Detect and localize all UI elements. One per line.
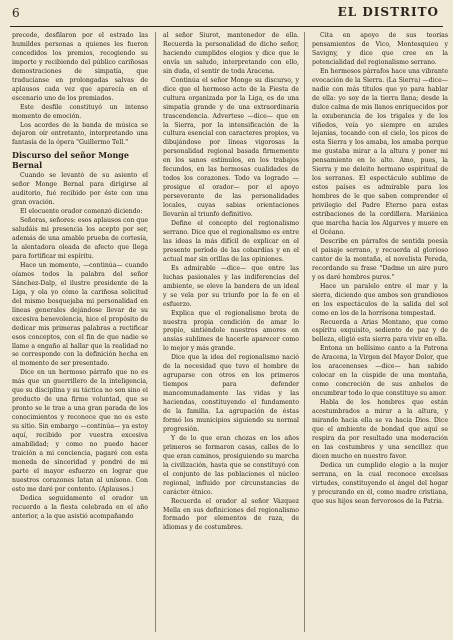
paragraph: Dice que la idea del regionalismo nació de la necesidad que tuvo el hombre de agruparse con otros en los primeros tiempos para defender mancomunadamente las vidas y las haciendas, constituyendo el fundamento de la familia. La agrupación de éstas formó los municipios siguiendo su normal progresión. [163, 354, 299, 433]
paragraph: Cita en apoyo de sus teorías pensamientos de Vico, Montesquieu y Savigny, y dice que cree en la potencialidad del regionalismo serrano. [312, 32, 448, 66]
paragraph: Describe en párrafos de sentida poesía el paisaje serrano, y recuerda al glorioso cantor de la montaña, el novelista Pereda, recordando su frase "Dadme un aire puro y os daré hombres puros." [312, 237, 448, 281]
paragraph: Los acordes de la banda de música se dejaron oír entretanto, interpretando una fantasía de la ópera "Guillermo Tell." [12, 121, 148, 147]
article-column-3 [312, 32, 448, 634]
article-column-1 [12, 32, 148, 634]
page-header [10, 4, 443, 27]
paragraph: Dedica seguidamente el orador un recuerdo a la fiesta celebrada en el año anterior, a la que asistió acompañando [12, 494, 148, 520]
paragraph: En hermosos párrafos hace una vibrante evocación de la Sierra. (La Sierra) —dice— nadie con más títulos que yo para hablar de ella: yo soy de la tierra llana; desde la dulce calma de mis llanos enriquecidos por la exuberancia de los trigales y de los viñedos, veía yo siempre en azules lejanías, tocando con el cielo, los picos de esta Sierra y los amaba, los amaba porque me gustaba mirar a la altura y poner mi pensamiento en lo alto. Amo, pues, la Sierra y me deleito hermano espiritual de los serranos. El espectáculo sublime de estos países es admirable para los hombres de le que saben comprender el privilegio del Padre Eterno para estas estribaciones de la cordillera. Mariánica que marcha hacia los Algarves y muere en el Océano. [312, 67, 448, 236]
paragraph: Es admirable —dice— que entre las luchas pasionales y las indiferencias del ambiente, se eleve la bandera de un ideal y se vela por su triunfo por la fe en el esfuerzo. [163, 264, 299, 308]
paragraph: Y de lo que eran chozas en los años primeros se formaron casas, calles de lo que eran caminos, prosiguiendo su marcha la civilización, hasta que se constituyó con el conjunto de las poblaciones el núcleo regional, influido por circunstancias de carácter étnico. [163, 434, 299, 496]
column-divider [155, 32, 156, 632]
paragraph: Este desfile constituyó un intenso momento de emoción. [12, 103, 148, 120]
paragraph: al señor Siurot, mantenedor de ella. Recuerda la personalidad de dicho señor, haciendo cumplidos elogios y dice que le envía un saludo, interpretando con ello, sin duda, el sentir de toda Aracena. [163, 32, 299, 75]
paragraph: Hace un momento, —continúa— cuando oíamos todos la palabra del señor Sánchez-Dalp, el ilustre presidente de la Liga, y ola yo cómo la cariñosa solicitud del mismo bosquejaba mi personalidad en líneas generales dejándose llevar de su excesiva benevolencia, hice el propósito de dedicar mis primeras palabras a rectificar esos conceptos, con el fin de que nadie se llame a engaño al hallar que la realidad no se corresponde con la definición hecha en el momento de ser presentado. [12, 261, 148, 368]
paragraph: precede, desfilaron por el estrado las humildes personas a quienes les fueron concedidos los premios, recogiendo su importe y recibiendo del público cariñosas demostraciones de simpatía, que traducíanse en prolongadas salvas de aplausos cada vez que aparecía en el escenario uno de los premiados. [12, 32, 148, 102]
paragraph: Dedica un cumplido elogio a la mujer serrana, en la cual reconoce excelsas virtudes, constituyendo el ángel del hogar y procurando en él, como madre cristiana, que sus hijos sean fervorosos de la Patria. [312, 461, 448, 505]
paragraph: Recuerda a Arias Montano, que como espíritu exquisito, sediento de paz y de belleza, eligió esta sierra para vivir en ella. [312, 318, 448, 344]
section-heading: Discurso del señor Monge Bernal [12, 150, 129, 171]
paragraph: Entona un bellísimo canto a la Patrona de Aracena, la Virgen del Mayor Dolor, que los aracenenses —dice— han sabido colocar en la cúspide de una montaña, como concreción de sus anhelos de encumbrar todo lo que constituye su amor. [312, 345, 448, 398]
paragraph: Explica que el regionalismo brota de nuestra propia condición de amar lo propio, sintiéndole nuestros amores en ansias sublimes de hacerle aparecer como lo mejor y más grande. [163, 309, 299, 353]
paragraph: Recuerda el orador al señor Vázquez Mella en sus definiciones del regionalismo formado por elementos de raza, de idiomas y de costumbres. [163, 497, 299, 532]
paragraph: Dice en un hermoso párrafo que no es más que un guerrillero de la inteligencia, que su disciplina y su táctica no son sino el producto de una firme voluntad, que se pronto se le trae a una gran parada de los conocimientos y reconoce que no es este su sitio. Sin embargo —continúa— ya estoy aquí, recibido por vuestra excesiva amabilidad; y como no puedo hacer traición a mi conciencia, pagaré con esta moneda de sinceridad y pondré de mi parte el mayor esfuerzo en lograr que nuestros corazones latan al unísono. Con esto me daré por contento. (Aplausos.) [12, 369, 148, 493]
paragraph: Define el concepto del regionalismo serrano. Dice que el regionalismo es entre las ideas la más difícil de explicar en el presente período de las cobardías y en el actual mar sin orillas de las opiniones. [163, 220, 299, 263]
paragraph: El elocuente orador comenzó diciendo: [20, 208, 143, 216]
paragraph: Cuando se levantó de su asiento el señor Monge Bernal para dirigirse al auditorio, fué recibido por éste con una gran ovación. [12, 172, 148, 207]
paragraph: Continúa el señor Monge su discurso, y dice que el hermoso acto de la Fiesta de cultura organizada por la Liga, es de una simpatía grande y de una extraordinaria trascendencia. Advertese —dice— que en la Sierra, por la intensificación de la cultura esencial con caracteres propios, va dibujándose por líneas vigorosas la personalidad regional basada firmemente en los sanos estímulos, en los trabajos fecundos, en las hermosas cualidades de todos los corazones. Todo va logrado —prosigue el orador— por el apoyo perseverante de las personalidades locales, cuyas sabias orientaciones llevarán al triunfo definitivo. [163, 76, 299, 219]
page-number: 6 [12, 6, 20, 20]
paragraph: Habla de los hombres que están acostumbrados a mirar a la altura, y mirando hacia ella se va hacia Dios. Dice que el ambiente de bondad que aquí se respira da por resultado una moderación en las costumbres y una sencillez que dicen mucho en nuestro favor. [312, 399, 448, 460]
paragraph: Señoras, señores: esos aplausos con que saludáis mi presencia los acepto por ser, además de una amable prueba de cortesía, la alentadora oleada de afecto que llega para fortificar mi espíritu. [12, 217, 148, 260]
article-column-2 [163, 32, 299, 634]
publication-title: EL DISTRITO [337, 5, 439, 19]
column-divider [304, 32, 305, 632]
paragraph: Hace un paralelo entre el mar y la sierra, diciendo que ambos son grandiosos en los espectáculos de la salida del sol como en los de la horrísona tempestad. [312, 282, 448, 317]
